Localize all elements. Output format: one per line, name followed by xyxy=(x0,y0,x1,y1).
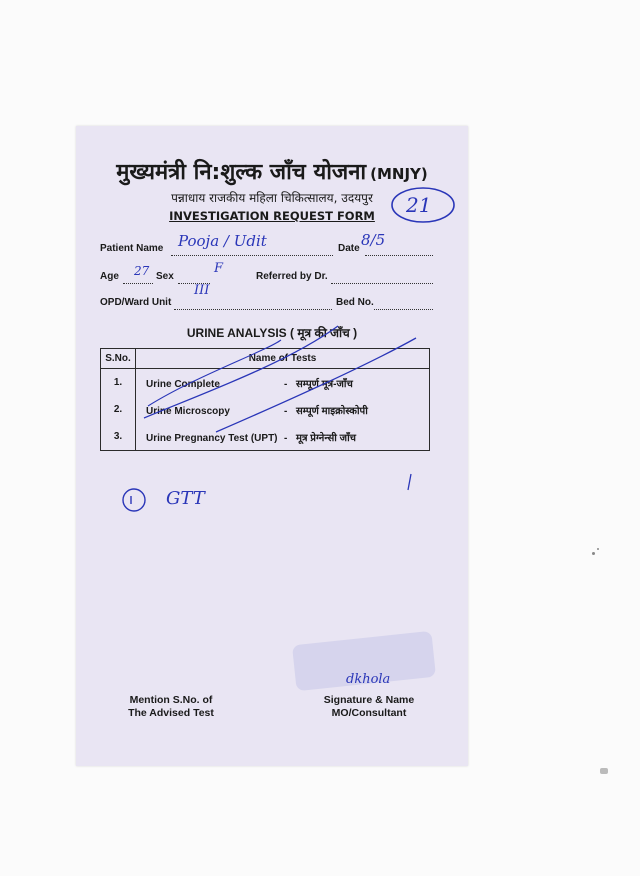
scheme-abbreviation: (MNJY) xyxy=(370,165,428,183)
sex-value: F xyxy=(214,261,224,276)
test-name-hi: सम्पूर्ण मूत्र-जाँच xyxy=(296,378,353,390)
test-name-separator: - xyxy=(284,432,288,444)
date-label: Date xyxy=(338,243,360,254)
test-name-separator: - xyxy=(284,405,288,417)
advised-test-note xyxy=(106,694,236,720)
test-name-en: Urine Microscopy xyxy=(146,405,230,417)
col-header-sno: S.No. xyxy=(101,349,136,369)
test-name-en: Urine Complete xyxy=(146,378,220,390)
test-name-hi: मूत्र प्रेग्नेन्सी जाँच xyxy=(296,432,357,444)
opd-ward-label: OPD/Ward Unit xyxy=(100,297,172,308)
scan-speck xyxy=(592,552,595,555)
bed-no-label: Bed No. xyxy=(336,297,374,308)
col-header-name: Name of Tests xyxy=(136,349,430,369)
request-form-sheet xyxy=(76,126,468,766)
test-name-en: Urine Pregnancy Test (UPT) xyxy=(146,432,278,444)
circled-note-marker xyxy=(120,486,148,514)
scan-speck xyxy=(600,768,608,774)
signature-block xyxy=(304,694,434,720)
hospital-name: पन्नाधाय राजकीय महिला चिकित्सालय, उदयपुर xyxy=(171,191,373,205)
signature-line-2: MO/Consultant xyxy=(331,707,407,719)
row-sno: 1. xyxy=(101,369,136,397)
test-name-separator: - xyxy=(284,378,288,390)
urine-analysis-heading: URINE ANALYSIS ( मूत्र की जाँच ) xyxy=(186,326,358,340)
row-sno: 2. xyxy=(101,396,136,423)
strike-line xyxy=(148,340,281,406)
signature: dkhola xyxy=(346,672,391,687)
age-value: 27 xyxy=(134,264,150,278)
strike-line xyxy=(144,326,338,418)
sex-label: Sex xyxy=(156,271,174,282)
scheme-title-hindi: मुख्यमंत्री नि:शुल्क जाँच योजना xyxy=(116,160,367,185)
row-sno: 3. xyxy=(101,423,136,451)
pen-tick xyxy=(408,474,411,490)
circle-mark xyxy=(123,489,145,511)
signature-line-1: Signature & Name xyxy=(323,694,415,706)
opd-ward-value: III xyxy=(194,283,210,298)
form-title: INVESTIGATION REQUEST FORM xyxy=(169,209,375,223)
handwritten-note: GTT xyxy=(166,488,205,509)
advised-test-line-2: The Advised Test xyxy=(128,707,214,719)
patient-name-value: Pooja / Udit xyxy=(178,232,267,250)
date-value: 8/5 xyxy=(361,231,386,249)
referred-by-label: Referred by Dr. xyxy=(256,271,328,282)
strike-line xyxy=(216,338,416,432)
advised-test-line-1: Mention S.No. of xyxy=(129,694,213,706)
scan-speck xyxy=(597,548,599,550)
age-label: Age xyxy=(100,271,119,282)
patient-name-label: Patient Name xyxy=(100,243,164,254)
test-name-hi: सम्पूर्ण माइक्रोस्कोपी xyxy=(296,405,368,417)
stamp-number: 21 xyxy=(406,193,432,217)
